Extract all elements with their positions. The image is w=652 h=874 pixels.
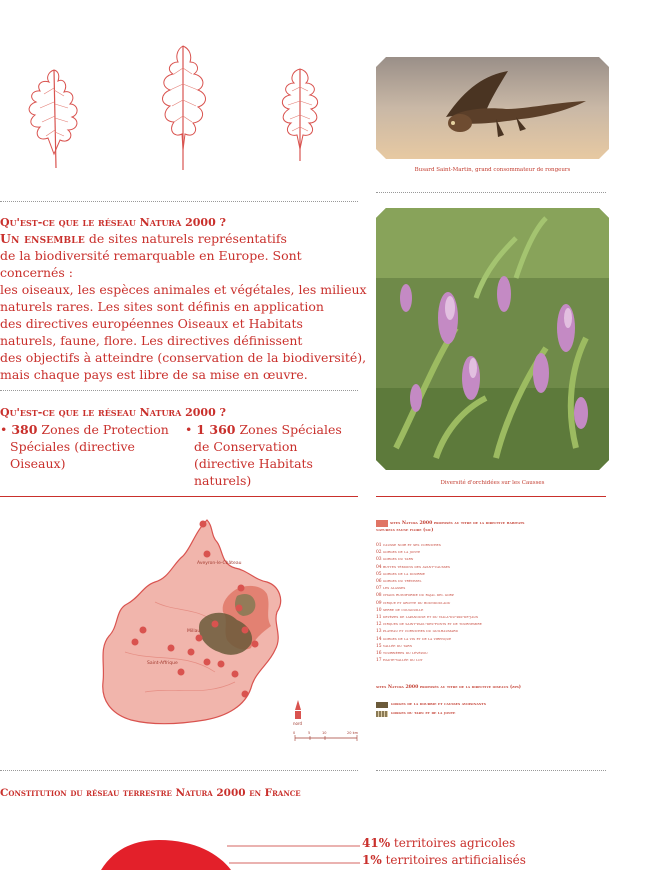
divider-middle-left (0, 390, 358, 391)
svg-text:0: 0 (293, 731, 296, 735)
pie-slice-agricole (101, 840, 231, 870)
divider-bottom-right (376, 770, 606, 771)
legend-zps-item-1: gorges de la dourbie et causses avoisinants (391, 702, 486, 707)
legend-item: 11 devèzes de lapanouse et du viala-du-pas-de-jaux (376, 615, 479, 621)
section2-title: Qu'est-ce que le réseau Natura 2000 ? (0, 406, 227, 419)
divider-top-right (376, 192, 606, 193)
oak-leaf-illustration-3 (270, 63, 330, 163)
svg-text:20 km: 20 km (347, 731, 359, 735)
north-arrow (293, 700, 303, 726)
bird-photo (376, 57, 609, 159)
stat-artificialise-label: territoires artificialisés (381, 853, 526, 867)
legend-zps1-swatch (376, 702, 388, 708)
orchid-photo (376, 208, 609, 470)
legend-zps-title: sites Natura 2000 proposés au titre de la directive oiseaux (zps) (376, 685, 521, 690)
zsc-count: 1 360 (196, 422, 236, 437)
section1-line: des directives européennes Oiseaux et Habitats (0, 316, 303, 331)
legend-item: 10 serre de cougouille (376, 607, 424, 613)
svg-text:5: 5 (308, 731, 311, 735)
legend-zps-item-2: gorges du tarn et de la jonte (391, 711, 456, 716)
section1-body (0, 230, 370, 383)
constitution-pie-chart (95, 836, 365, 870)
oak-leaf-illustration-1 (18, 58, 88, 173)
divider-top-left (0, 201, 358, 202)
divider-bottom-left (0, 770, 358, 771)
stat-artificialise-pct: 1% (362, 853, 382, 867)
divider-section2 (0, 496, 358, 497)
legend-item: 12 cirques de saint-paul-des-fonts et de tournemire (376, 622, 482, 628)
section1-line: des objectifs à atteindre (conservation de la biodiversité), (0, 350, 367, 365)
section1-lead: Un ensemble (0, 231, 85, 246)
stat-agricole-pct: 41% (362, 836, 391, 850)
legend-zps2-swatch (376, 711, 388, 717)
legend-item: 01 causse noir et ses corniches (376, 543, 441, 548)
legend-item: 02 gorges de la jonte (376, 550, 421, 556)
legend-item: 08 chaos ruiniforme du rajal del gorp (376, 593, 454, 599)
bird-photo-caption: Busard Saint-Martin, grand consommateur de rongeurs (414, 167, 571, 173)
legend-sic-list (376, 542, 482, 664)
section1-line: mais chaque pays est libre de sa mise en œuvre. (0, 367, 308, 382)
section1-line: naturels rares. Les sites sont définis en application (0, 299, 324, 314)
legend-item: 03 gorges du tarn (376, 557, 414, 563)
legend-item: 09 cirque et grotte du boundoulaou (376, 600, 451, 606)
orchid-photo-caption: Diversité d'orchidées sur les Causses (440, 480, 545, 486)
scale-bar (293, 731, 359, 741)
natura-sites-map (95, 512, 365, 757)
legend-sic-title: sites Natura 2000 proposés au titre de la directive habitats naturels faune flore (sic) (376, 521, 525, 533)
oak-leaf-illustration-2 (148, 38, 218, 173)
stat-agricole-label: territoires agricoles (390, 836, 516, 850)
zps-count-item: • 380 Zones de Protection Spéciales (directive Oiseaux) (0, 422, 169, 471)
svg-text:10: 10 (322, 731, 327, 735)
legend-item: 15 vallée du tarn (376, 643, 413, 649)
town-label-millau: Millau (187, 629, 201, 634)
section1-line: les oiseaux, les espèces animales et végétales, les milieux (0, 282, 367, 297)
legend-item: 16 tourbières du lévézou (376, 651, 428, 657)
divider-orchid-caption (376, 496, 606, 497)
stat-agricole (362, 836, 515, 850)
stat-artificialise (362, 853, 526, 867)
section1-line: de la biodiversité remarquable en Europe. Sont concernés : (0, 248, 302, 280)
section1-line: naturels, faune, flore. Les directives définissent (0, 333, 303, 348)
section1-line: de sites naturels représentatifs (84, 231, 287, 246)
legend-item: 14 gorges de la vis et de la virenque (376, 636, 452, 642)
legend-item: 06 gorges du trévezel (376, 579, 422, 585)
legend-item: 17 haute-vallée du lot (376, 658, 423, 664)
town-label-saint-affrique: Saint-Affrique (147, 661, 178, 666)
town-label-aveyron: Aveyron-le-Château (197, 561, 242, 566)
zps-count: 380 (11, 422, 38, 437)
north-label: nord (293, 721, 303, 726)
legend-item: 05 gorges de la dourbie (376, 571, 425, 577)
zsc-count-item: • 1 360 Zones Spéciales de Conservation (directive Habitats naturels) (185, 422, 342, 488)
section1-title: Qu'est-ce que le réseau Natura 2000 ? (0, 216, 227, 229)
legend-item: 04 buttes témoins des avant-causses (376, 564, 450, 570)
legend-item: 13 plateau et corniches du guilhaumard (376, 629, 458, 635)
legend-item: 07 les alasses (376, 586, 406, 592)
constitution-title: Constitution du réseau terrestre Natura 2000 en France (0, 787, 301, 799)
